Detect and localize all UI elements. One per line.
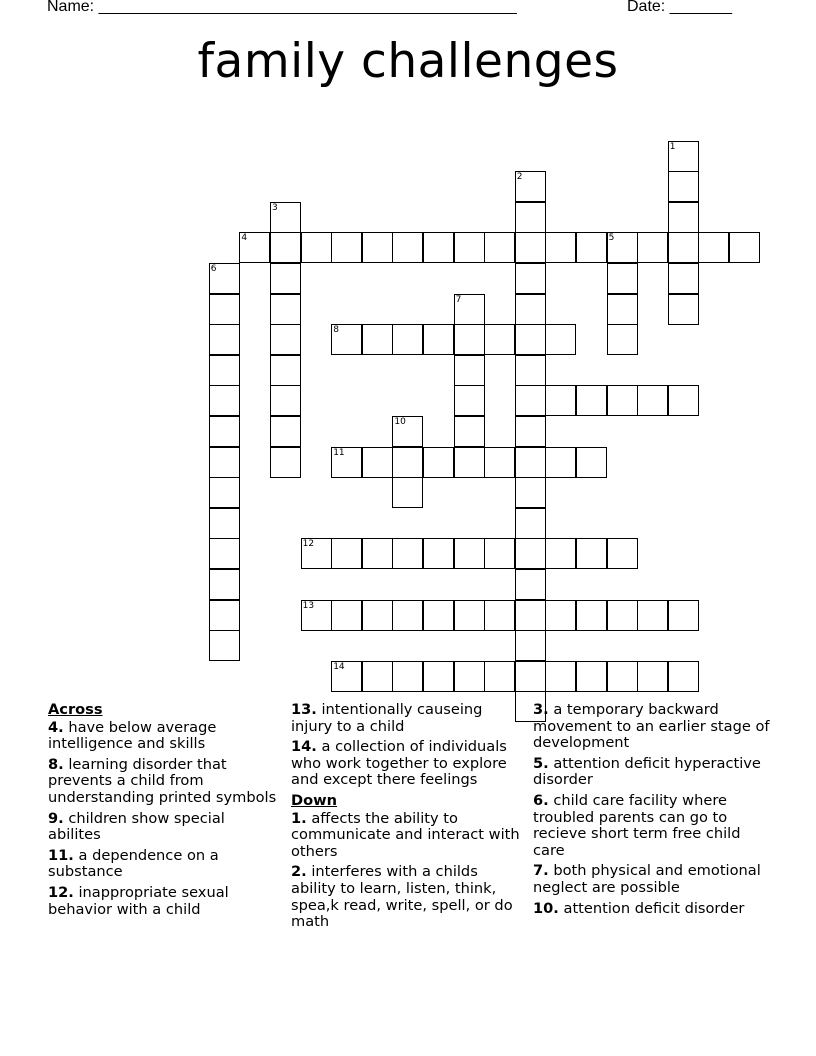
grid-cell[interactable] [637, 600, 668, 631]
grid-cell[interactable] [362, 538, 393, 569]
clue [48, 720, 280, 753]
grid-cell[interactable] [239, 232, 270, 263]
grid-cell[interactable] [209, 355, 240, 386]
grid-cell[interactable] [668, 232, 699, 263]
clue [533, 793, 773, 859]
grid-cell[interactable] [515, 600, 546, 631]
grid-cell[interactable] [209, 508, 240, 539]
grid-cell[interactable] [209, 263, 240, 294]
clues-column-1 [48, 702, 280, 922]
grid-cell[interactable] [515, 324, 546, 355]
grid-cell[interactable] [209, 447, 240, 478]
clue-number: 10 [394, 417, 406, 427]
grid-cell[interactable] [209, 416, 240, 447]
grid-cell[interactable] [209, 569, 240, 600]
grid-cell[interactable] [454, 385, 485, 416]
grid-cell[interactable] [454, 355, 485, 386]
clue-number: 4. [48, 718, 64, 736]
clue [291, 811, 527, 861]
clue [533, 702, 773, 752]
across-clue-list [48, 720, 280, 919]
clue [291, 864, 527, 930]
clue-text: a collection of individuals who work together to explore and except there feelings [291, 738, 507, 789]
grid-cell[interactable] [698, 232, 729, 263]
grid-cell[interactable] [423, 600, 454, 631]
grid-cell[interactable] [668, 385, 699, 416]
grid-cell[interactable] [576, 661, 607, 692]
grid-cell[interactable] [607, 661, 638, 692]
grid-cell[interactable] [607, 232, 638, 263]
across-clue-list-continued [291, 702, 527, 789]
grid-cell[interactable] [545, 385, 576, 416]
grid-cell[interactable] [392, 661, 423, 692]
grid-cell[interactable] [270, 324, 301, 355]
grid-cell[interactable] [545, 661, 576, 692]
grid-cell[interactable] [454, 538, 485, 569]
grid-cell[interactable] [270, 416, 301, 447]
clue-number: 12 [302, 539, 315, 550]
clue-number: 13 [302, 600, 315, 611]
grid-cell[interactable] [454, 416, 485, 447]
clue [48, 811, 280, 844]
grid-cell[interactable] [454, 661, 485, 692]
grid-cell[interactable] [545, 324, 576, 355]
grid-cell[interactable] [392, 477, 423, 508]
grid-cell[interactable] [301, 232, 332, 263]
clues-column-3 [533, 702, 773, 921]
clue-number: 12. [48, 883, 74, 901]
grid-cell[interactable] [270, 385, 301, 416]
grid-cell[interactable] [668, 294, 699, 325]
clue-text: a temporary backward movement to an earlier stage of development [533, 701, 770, 752]
grid-cell[interactable] [362, 661, 393, 692]
grid-cell[interactable] [668, 600, 699, 631]
page-title: family challenges [197, 34, 619, 89]
clue [48, 848, 280, 881]
clue-text: children show special abilites [48, 809, 225, 844]
clue [291, 739, 527, 789]
clue-text: interferes with a childs ability to learn, listen, think, spea,k read, write, spell, or do math [291, 863, 513, 931]
clue-text: a dependence on a substance [48, 846, 219, 881]
grid-cell[interactable] [392, 324, 423, 355]
clue [291, 702, 527, 735]
grid-cell[interactable] [392, 416, 423, 447]
clue-number: 14 [333, 661, 345, 672]
clue-number: 13. [291, 701, 317, 718]
clue-text: have below average intelligence and skills [48, 718, 217, 753]
clue-number: 10. [533, 899, 559, 917]
grid-cell[interactable] [209, 630, 240, 661]
clue [533, 863, 773, 896]
clue-number: 1 [669, 141, 676, 152]
across-heading: Across [48, 701, 103, 718]
clue-text: intentionally causeing injury to a child [291, 701, 483, 735]
clue-number: 7. [533, 862, 549, 880]
grid-cell[interactable] [331, 661, 362, 692]
grid-cell[interactable] [484, 600, 515, 631]
grid-cell[interactable] [209, 385, 240, 416]
grid-cell[interactable] [668, 661, 699, 692]
grid-cell[interactable] [545, 447, 576, 478]
grid-cell[interactable] [515, 508, 546, 539]
name-field-label: Name: _______________________________________________ [47, 0, 517, 15]
grid-cell[interactable] [301, 600, 332, 631]
clue-number: 3 [272, 202, 278, 213]
clue-number: 6 [210, 264, 217, 274]
grid-cell[interactable] [576, 538, 607, 569]
grid-cell[interactable] [362, 600, 393, 631]
grid-cell[interactable] [270, 202, 301, 233]
clue-number: 6. [533, 791, 549, 809]
grid-cell[interactable] [515, 661, 546, 692]
grid-cell[interactable] [423, 538, 454, 569]
grid-cell[interactable] [209, 324, 240, 355]
grid-cell[interactable] [362, 232, 393, 263]
grid-cell[interactable] [423, 447, 454, 478]
grid-cell[interactable] [607, 385, 638, 416]
grid-cell[interactable] [515, 202, 546, 233]
grid-cell[interactable] [515, 294, 546, 325]
clue-number: 11 [333, 447, 345, 458]
clue-text: child care facility where troubled parents can go to recieve short term free child care [533, 791, 741, 859]
grid-cell[interactable] [515, 355, 546, 386]
grid-cell[interactable] [331, 447, 362, 478]
grid-cell[interactable] [423, 232, 454, 263]
grid-cell[interactable] [668, 171, 699, 202]
grid-cell[interactable] [331, 538, 362, 569]
clue-number: 3. [533, 701, 549, 718]
clue-number: 2. [291, 863, 307, 881]
grid-cell[interactable] [515, 630, 546, 661]
grid-cell[interactable] [209, 294, 240, 325]
grid-cell[interactable] [454, 447, 485, 478]
grid-cell[interactable] [545, 232, 576, 263]
grid-cell[interactable] [545, 538, 576, 569]
grid-cell[interactable] [515, 538, 546, 569]
grid-cell[interactable] [209, 600, 240, 631]
grid-cell[interactable] [545, 600, 576, 631]
grid-cell[interactable] [607, 538, 638, 569]
clue-number: 4 [241, 233, 248, 244]
grid-cell[interactable] [331, 324, 362, 355]
grid-cell[interactable] [454, 232, 485, 263]
clue-text: both physical and emotional neglect are possible [533, 862, 761, 896]
grid-cell[interactable] [392, 538, 423, 569]
clue-number: 5. [533, 754, 549, 772]
clue-number: 7 [455, 294, 462, 305]
grid-cell[interactable] [362, 447, 393, 478]
grid-cell[interactable] [331, 232, 362, 263]
grid-cell[interactable] [209, 538, 240, 569]
grid-cell[interactable] [362, 324, 393, 355]
grid-cell[interactable] [484, 324, 515, 355]
grid-cell[interactable] [454, 324, 485, 355]
grid-cell[interactable] [270, 294, 301, 325]
grid-cell[interactable] [484, 232, 515, 263]
clue-number: 8 [333, 325, 339, 336]
grid-cell[interactable] [423, 661, 454, 692]
grid-cell[interactable] [637, 661, 668, 692]
clue-text: attention deficit disorder [558, 899, 745, 917]
grid-cell[interactable] [209, 477, 240, 508]
grid-cell[interactable] [637, 385, 668, 416]
clue-number: 2 [516, 172, 523, 183]
grid-cell[interactable] [392, 232, 423, 263]
grid-cell[interactable] [392, 600, 423, 631]
grid-cell[interactable] [515, 447, 546, 478]
clue-number: 14. [291, 738, 317, 756]
grid-cell[interactable] [515, 569, 546, 600]
clue [533, 756, 773, 789]
grid-cell[interactable] [484, 447, 515, 478]
grid-cell[interactable] [484, 538, 515, 569]
clue-number: 9. [48, 809, 64, 827]
grid-cell[interactable] [607, 263, 638, 294]
grid-cell[interactable] [515, 416, 546, 447]
down-clue-list-continued [533, 702, 773, 917]
clue [48, 757, 280, 807]
clue [48, 885, 280, 918]
grid-cell[interactable] [515, 385, 546, 416]
grid-cell[interactable] [607, 294, 638, 325]
date-field-label: Date: _______ [627, 0, 732, 15]
grid-cell[interactable] [576, 600, 607, 631]
grid-cell[interactable] [270, 447, 301, 478]
grid-cell[interactable] [484, 661, 515, 692]
grid-cell[interactable] [270, 355, 301, 386]
clue [533, 901, 773, 918]
grid-cell[interactable] [668, 141, 699, 172]
clue-text: attention deficit hyperactive disorder [533, 754, 761, 789]
clues-column-2 [291, 702, 527, 935]
grid-cell[interactable] [331, 600, 362, 631]
clue-number: 11. [48, 846, 74, 864]
grid-cell[interactable] [301, 538, 332, 569]
grid-cell[interactable] [668, 263, 699, 294]
grid-cell[interactable] [270, 263, 301, 294]
grid-cell[interactable] [454, 600, 485, 631]
clue-number: 5 [608, 233, 615, 244]
grid-cell[interactable] [576, 447, 607, 478]
grid-cell[interactable] [515, 477, 546, 508]
grid-cell[interactable] [607, 324, 638, 355]
clue-text: affects the ability to communicate and interact with others [291, 809, 520, 860]
clue-text: inappropriate sexual behavior with a child [48, 883, 229, 918]
clue-number: 1. [291, 809, 307, 827]
clue-number: 8. [48, 755, 64, 773]
grid-cell[interactable] [423, 324, 454, 355]
grid-cell[interactable] [515, 263, 546, 294]
grid-cell[interactable] [576, 232, 607, 263]
grid-cell[interactable] [454, 294, 485, 325]
grid-cell[interactable] [392, 447, 423, 478]
grid-cell[interactable] [576, 385, 607, 416]
clue-text: learning disorder that prevents a child from understanding printed symbols [48, 755, 277, 806]
grid-cell[interactable] [637, 232, 668, 263]
grid-cell[interactable] [607, 600, 638, 631]
down-clue-list [291, 811, 527, 931]
grid-cell[interactable] [729, 232, 760, 263]
grid-cell[interactable] [270, 232, 301, 263]
grid-cell[interactable] [515, 232, 546, 263]
down-heading: Down [291, 791, 338, 809]
grid-cell[interactable] [515, 171, 546, 202]
grid-cell[interactable] [668, 202, 699, 233]
